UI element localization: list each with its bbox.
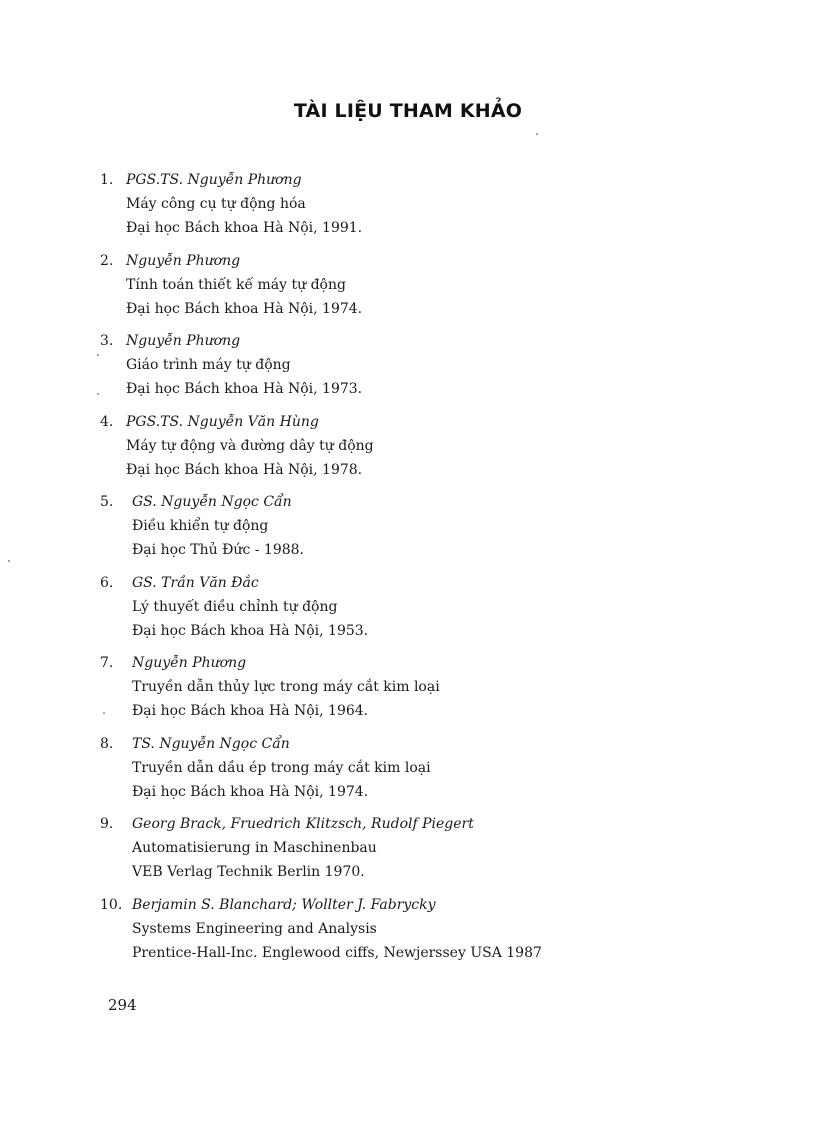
scan-speck (97, 354, 99, 356)
reference-publisher: Đại học Bách khoa Hà Nội, 1974. (132, 783, 369, 800)
reference-publisher: Đại học Bách khoa Hà Nội, 1978. (126, 461, 363, 478)
reference-number: 9. (100, 816, 114, 832)
scan-speck (536, 133, 538, 135)
reference-item-9 (100, 812, 780, 893)
reference-author: GS. Nguyễn Ngọc Cẩn (132, 494, 292, 510)
reference-publisher: Prentice-Hall-Inc. Englewood ciffs, Newjerssey USA 1987 (132, 944, 542, 961)
reference-title: Truyền dẫn thủy lực trong máy cắt kim loại (132, 679, 440, 695)
reference-list (100, 168, 780, 973)
reference-item-6 (100, 571, 780, 652)
reference-number: 5. (100, 494, 114, 510)
reference-item-8 (100, 732, 780, 813)
reference-title: Systems Engineering and Analysis (132, 920, 377, 937)
reference-author: TS. Nguyễn Ngọc Cẩn (132, 735, 290, 752)
reference-item-3 (100, 329, 780, 410)
reference-author: Nguyễn Phương (126, 252, 241, 269)
reference-number: 2. (100, 252, 114, 269)
reference-number: 8. (100, 735, 114, 752)
reference-publisher: Đại học Bách khoa Hà Nội, 1953. (132, 622, 369, 639)
reference-publisher: VEB Verlag Technik Berlin 1970. (132, 864, 365, 880)
reference-number: 3. (100, 333, 114, 349)
reference-publisher: Đại học Bách khoa Hà Nội, 1974. (126, 300, 363, 317)
reference-publisher: Đại học Thủ Đức - 1988. (132, 542, 304, 558)
reference-item-10 (100, 893, 780, 974)
reference-number: 1. (100, 172, 114, 188)
reference-title: Lý thuyết điều chỉnh tự động (132, 598, 338, 615)
page-number: 294 (108, 996, 137, 1014)
scan-speck (103, 712, 105, 714)
reference-author: PGS.TS. Nguyễn Văn Hùng (126, 413, 319, 430)
reference-author: GS. Trần Văn Đắc (132, 574, 259, 591)
reference-number: 7. (100, 655, 114, 671)
reference-title: Máy công cụ tự động hóa (126, 196, 306, 212)
reference-author: Berjamin S. Blanchard; Wollter J. Fabrycky (132, 896, 436, 913)
reference-publisher: Đại học Bách khoa Hà Nội, 1964. (132, 703, 369, 719)
scan-speck (8, 560, 10, 562)
reference-title: Truyền dẫn dầu ép trong máy cắt kim loại (132, 759, 431, 776)
reference-number: 6. (100, 574, 114, 591)
page-title: TÀI LIỆU THAM KHẢO (293, 100, 523, 122)
reference-author: Nguyễn Phương (132, 655, 247, 671)
reference-author: PGS.TS. Nguyễn Phương (126, 172, 302, 188)
reference-item-7 (100, 651, 780, 732)
reference-author: Nguyễn Phương (126, 333, 241, 349)
reference-number: 10. (100, 896, 123, 913)
reference-item-1 (100, 168, 780, 249)
reference-title: Automatisierung in Maschinenbau (132, 840, 377, 856)
reference-author: Georg Brack, Fruedrich Klitzsch, Rudolf Piegert (132, 816, 474, 832)
reference-number: 4. (100, 413, 114, 430)
reference-title: Điều khiển tự động (132, 518, 269, 534)
reference-publisher: Đại học Bách khoa Hà Nội, 1973. (126, 381, 363, 397)
reference-item-2 (100, 249, 780, 330)
scan-speck (97, 393, 99, 395)
reference-item-5 (100, 490, 780, 571)
reference-title: Giáo trình máy tự động (126, 357, 291, 373)
reference-title: Máy tự động và đường dây tự động (126, 437, 374, 454)
reference-publisher: Đại học Bách khoa Hà Nội, 1991. (126, 220, 363, 236)
reference-title: Tính toán thiết kế máy tự động (126, 276, 346, 293)
reference-item-4 (100, 410, 780, 491)
